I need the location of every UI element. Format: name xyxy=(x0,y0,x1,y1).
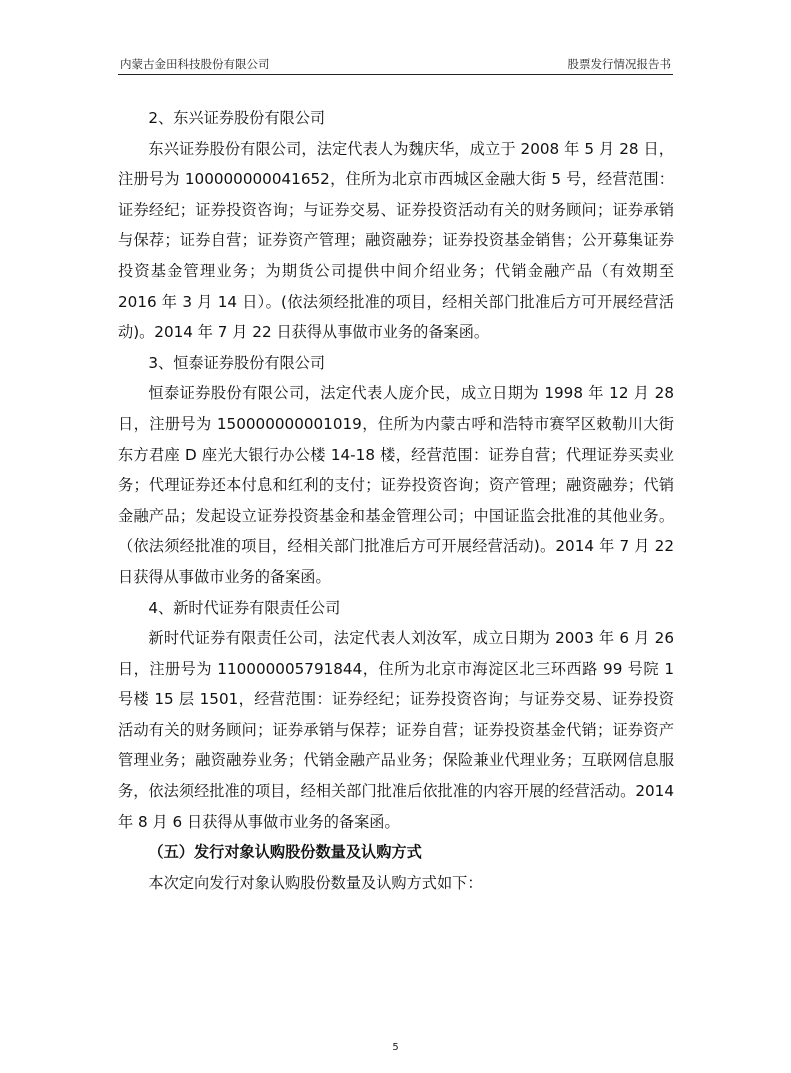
section-heading-subscription: （五）发行对象认购股份数量及认购方式 xyxy=(148,843,422,862)
page-header xyxy=(118,56,673,75)
section-heading-dongxing: 2、东兴证券股份有限公司 xyxy=(148,109,326,127)
section-heading-xinshidai: 4、新时代证券有限责任公司 xyxy=(148,598,341,617)
document-body xyxy=(118,103,674,898)
header-company-name: 内蒙古金田科技股份有限公司 xyxy=(120,57,270,71)
paragraph-xinshidai: 新时代证券有限责任公司，法定代表人刘汝军，成立日期为 2003 年 6 月 26 日，注册号为 110000005791844，住所为北京市海淀区北三环西路 99 号院 1 号楼 15 层 1501，经营范围：证券经纪；证券投资咨询；与证券交易、证券投资活动有关的财务顾问；证券承销与保荐；证券自营；证券投资基金代销；证券资产管理业务；融资融券业务；代销金融产品业务；保险兼业代理业务；互联网信息服务，依法须经批准的项目，经相关部门批准后依批准的内容开展的经营活动。2014 年 8 月 6 日获得从事做市业务的备案函。 xyxy=(118,629,674,831)
paragraph-dongxing: 东兴证券股份有限公司，法定代表人为魏庆华，成立于 2008 年 5 月 28 日，注册号为 100000000041652，住所为北京市西城区金融大街 5 号，经营范围：证券经纪；证券投资咨询；与证券交易、证券投资活动有关的财务顾问；证券承销与保荐；证券自营；证券资产管理；融资融券；证券投资基金销售；公开募集证券投资基金管理业务；为期货公司提供中间介绍业务；代销金融产品（有效期至 2016 年 3 月 14 日）。(依法须经批准的项目，经相关部门批准后方可开展经营活动)。2014 年 7 月 22 日获得从事做市业务的备案函。 xyxy=(118,139,674,342)
header-document-title: 股票发行情况报告书 xyxy=(567,57,671,71)
section-heading-hengtai: 3、恒泰证券股份有限公司 xyxy=(148,353,326,372)
paragraph-hengtai: 恒泰证券股份有限公司，法定代表人庞介民，成立日期为 1998 年 12 月 28 日，注册号为 150000000001019，住所为内蒙古呼和浩特市赛罕区敕勒川大街东方君座 D 座光大银行办公楼 14-18 楼，经营范围：证券自营；代理证券买卖业务；代理证券还本付息和红利的支付；证券投资咨询；资产管理；融资融券；代销金融产品；发起设立证券投资基金和基金管理公司；中国证监会批准的其他业务。（依法须经批准的项目，经相关部门批准后方可开展经营活动)。2014 年 7 月 22 日获得从事做市业务的备案函。 xyxy=(118,384,674,586)
paragraph-subscription-intro: 本次定向发行对象认购股份数量及认购方式如下： xyxy=(148,873,483,892)
page-number: 5 xyxy=(392,1042,399,1053)
